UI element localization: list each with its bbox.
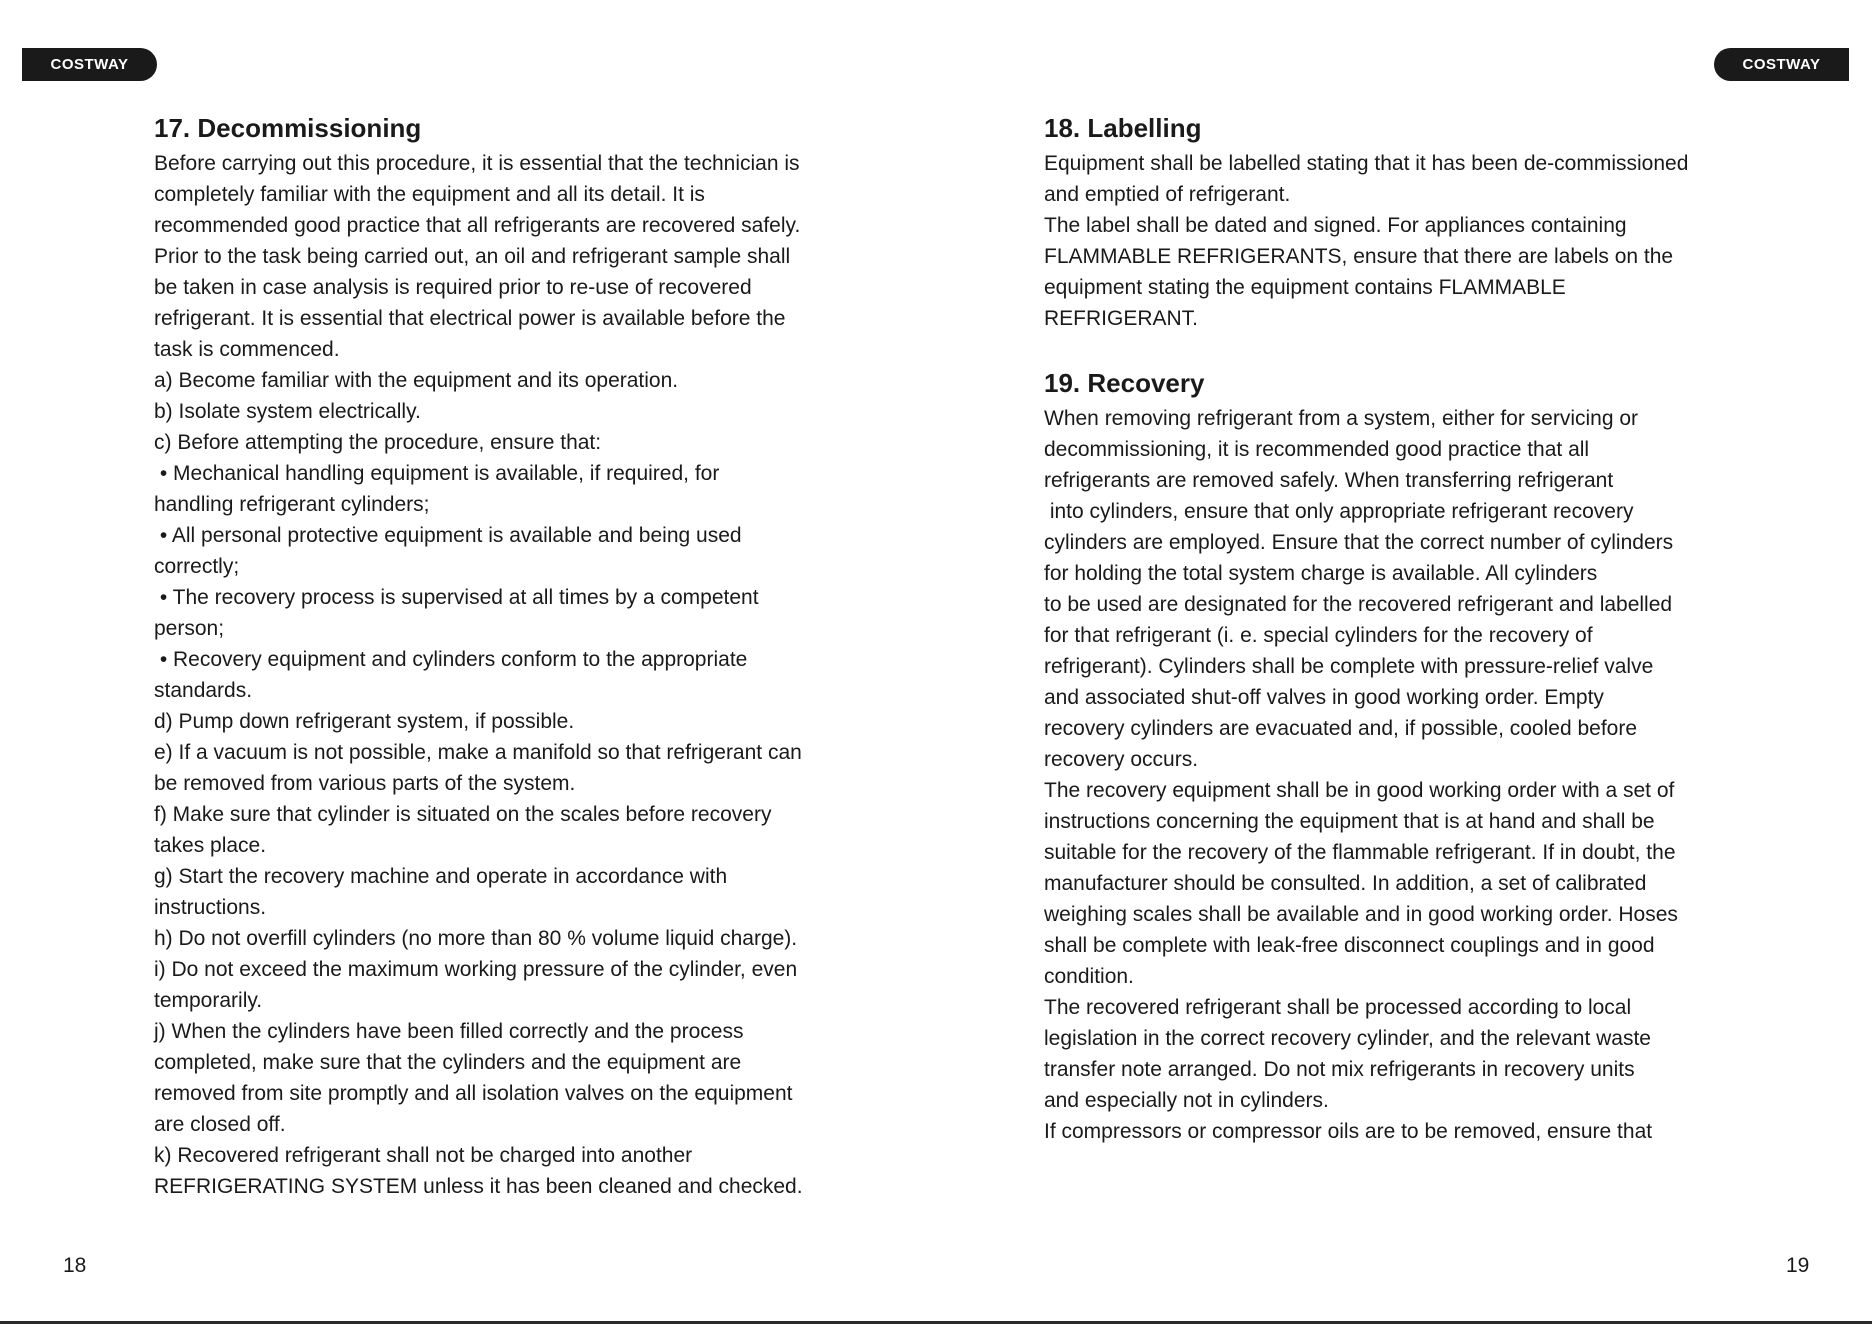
text-line: j) When the cylinders have been filled correctly and the process (154, 1020, 744, 1043)
text-line: for that refrigerant (i. e. special cylinders for the recovery of (1044, 624, 1593, 647)
text-line: temporarily. (154, 989, 263, 1012)
text-line: • Recovery equipment and cylinders conform to the appropriate (154, 648, 748, 671)
section-heading-recovery: 19. Recovery (1044, 368, 1205, 398)
text-line: i) Do not exceed the maximum working pressure of the cylinder, even (154, 958, 798, 981)
text-line: takes place. (154, 834, 267, 857)
text-line: recovery occurs. (1044, 748, 1199, 771)
brand-logo-text: COSTWAY (50, 56, 129, 73)
text-line: transfer note arranged. Do not mix refrigerants in recovery units (1044, 1058, 1635, 1081)
text-line: • All personal protective equipment is available and being used (154, 524, 742, 547)
text-line: refrigerants are removed safely. When transferring refrigerant (1044, 469, 1614, 492)
text-line: recommended good practice that all refrigerants are recovered safely. (154, 214, 801, 237)
text-line: REFRIGERANT. (1044, 307, 1199, 330)
text-line: equipment stating the equipment contains FLAMMABLE (1044, 276, 1566, 299)
text-line: into cylinders, ensure that only appropriate refrigerant recovery (1044, 500, 1634, 523)
text-line: k) Recovered refrigerant shall not be charged into another (154, 1144, 693, 1167)
text-line: instructions concerning the equipment that is at hand and shall be (1044, 810, 1655, 833)
brand-tab-left (22, 48, 157, 81)
text-line: The recovery equipment shall be in good working order with a set of (1044, 779, 1675, 802)
text-line: be taken in case analysis is required prior to re-use of recovered (154, 276, 752, 299)
text-line: task is commenced. (154, 338, 340, 361)
text-line: weighing scales shall be available and in good working order. Hoses (1044, 903, 1678, 926)
text-line: Before carrying out this procedure, it is essential that the technician is (154, 152, 800, 175)
text-line: completely familiar with the equipment and all its detail. It is (154, 183, 705, 206)
page-number-right: 19 (1786, 1254, 1810, 1277)
text-line: shall be complete with leak-free disconnect couplings and in good (1044, 934, 1655, 957)
text-line: completed, make sure that the cylinders and the equipment are (154, 1051, 742, 1074)
section-spacer (1044, 334, 1764, 365)
text-line: removed from site promptly and all isolation valves on the equipment (154, 1082, 793, 1105)
brand-logo-text: COSTWAY (1742, 56, 1821, 73)
text-line: REFRIGERATING SYSTEM unless it has been cleaned and checked. (154, 1175, 803, 1198)
recovery-body (1044, 403, 1764, 1147)
text-line: and especially not in cylinders. (1044, 1089, 1329, 1112)
text-line: Prior to the task being carried out, an oil and refrigerant sample shall (154, 245, 791, 268)
text-line: handling refrigerant cylinders; (154, 493, 430, 516)
text-line: The recovered refrigerant shall be processed according to local (1044, 996, 1632, 1019)
text-line: When removing refrigerant from a system, either for servicing or (1044, 407, 1639, 430)
text-line: to be used are designated for the recovered refrigerant and labelled (1044, 593, 1673, 616)
text-line: for holding the total system charge is available. All cylinders (1044, 562, 1598, 585)
text-line: b) Isolate system electrically. (154, 400, 421, 423)
right-page-column (1044, 110, 1764, 1147)
text-line: recovery cylinders are evacuated and, if possible, cooled before (1044, 717, 1638, 740)
text-line: decommissioning, it is recommended good practice that all (1044, 438, 1590, 461)
labelling-body (1044, 148, 1764, 334)
text-line: condition. (1044, 965, 1134, 988)
text-line: • The recovery process is supervised at all times by a competent (154, 586, 759, 609)
left-page-column (154, 110, 874, 1202)
text-line: g) Start the recovery machine and operate in accordance with (154, 865, 728, 888)
text-line: cylinders are employed. Ensure that the correct number of cylinders (1044, 531, 1674, 554)
text-line: refrigerant). Cylinders shall be complete with pressure-relief valve (1044, 655, 1654, 678)
text-line: refrigerant. It is essential that electrical power is available before the (154, 307, 786, 330)
text-line: a) Become familiar with the equipment and its operation. (154, 369, 679, 392)
text-line: and emptied of refrigerant. (1044, 183, 1291, 206)
text-line: suitable for the recovery of the flammable refrigerant. If in doubt, the (1044, 841, 1676, 864)
text-line: legislation in the correct recovery cylinder, and the relevant waste (1044, 1027, 1651, 1050)
text-line: FLAMMABLE REFRIGERANTS, ensure that there are labels on the (1044, 245, 1674, 268)
text-line: • Mechanical handling equipment is available, if required, for (154, 462, 720, 485)
text-line: instructions. (154, 896, 267, 919)
text-line: be removed from various parts of the system. (154, 772, 576, 795)
text-line: correctly; (154, 555, 240, 578)
text-line: d) Pump down refrigerant system, if possible. (154, 710, 575, 733)
text-line: c) Before attempting the procedure, ensure that: (154, 431, 602, 454)
text-line: are closed off. (154, 1113, 286, 1136)
text-line: standards. (154, 679, 253, 702)
brand-tab-right (1714, 48, 1849, 81)
text-line: f) Make sure that cylinder is situated on the scales before recovery (154, 803, 772, 826)
text-line: manufacturer should be consulted. In addition, a set of calibrated (1044, 872, 1647, 895)
text-line: Equipment shall be labelled stating that it has been de-commissioned (1044, 152, 1689, 175)
text-line: e) If a vacuum is not possible, make a manifold so that refrigerant can (154, 741, 802, 764)
text-line: If compressors or compressor oils are to be removed, ensure that (1044, 1120, 1653, 1143)
decommissioning-body (154, 148, 874, 1202)
text-line: h) Do not overfill cylinders (no more than 80 % volume liquid charge). (154, 927, 798, 950)
text-line: The label shall be dated and signed. For appliances containing (1044, 214, 1627, 237)
section-heading-labelling: 18. Labelling (1044, 113, 1202, 143)
page-number-left: 18 (63, 1254, 87, 1277)
text-line: and associated shut-off valves in good working order. Empty (1044, 686, 1604, 709)
section-heading-decommissioning: 17. Decommissioning (154, 113, 422, 143)
text-line: person; (154, 617, 225, 640)
